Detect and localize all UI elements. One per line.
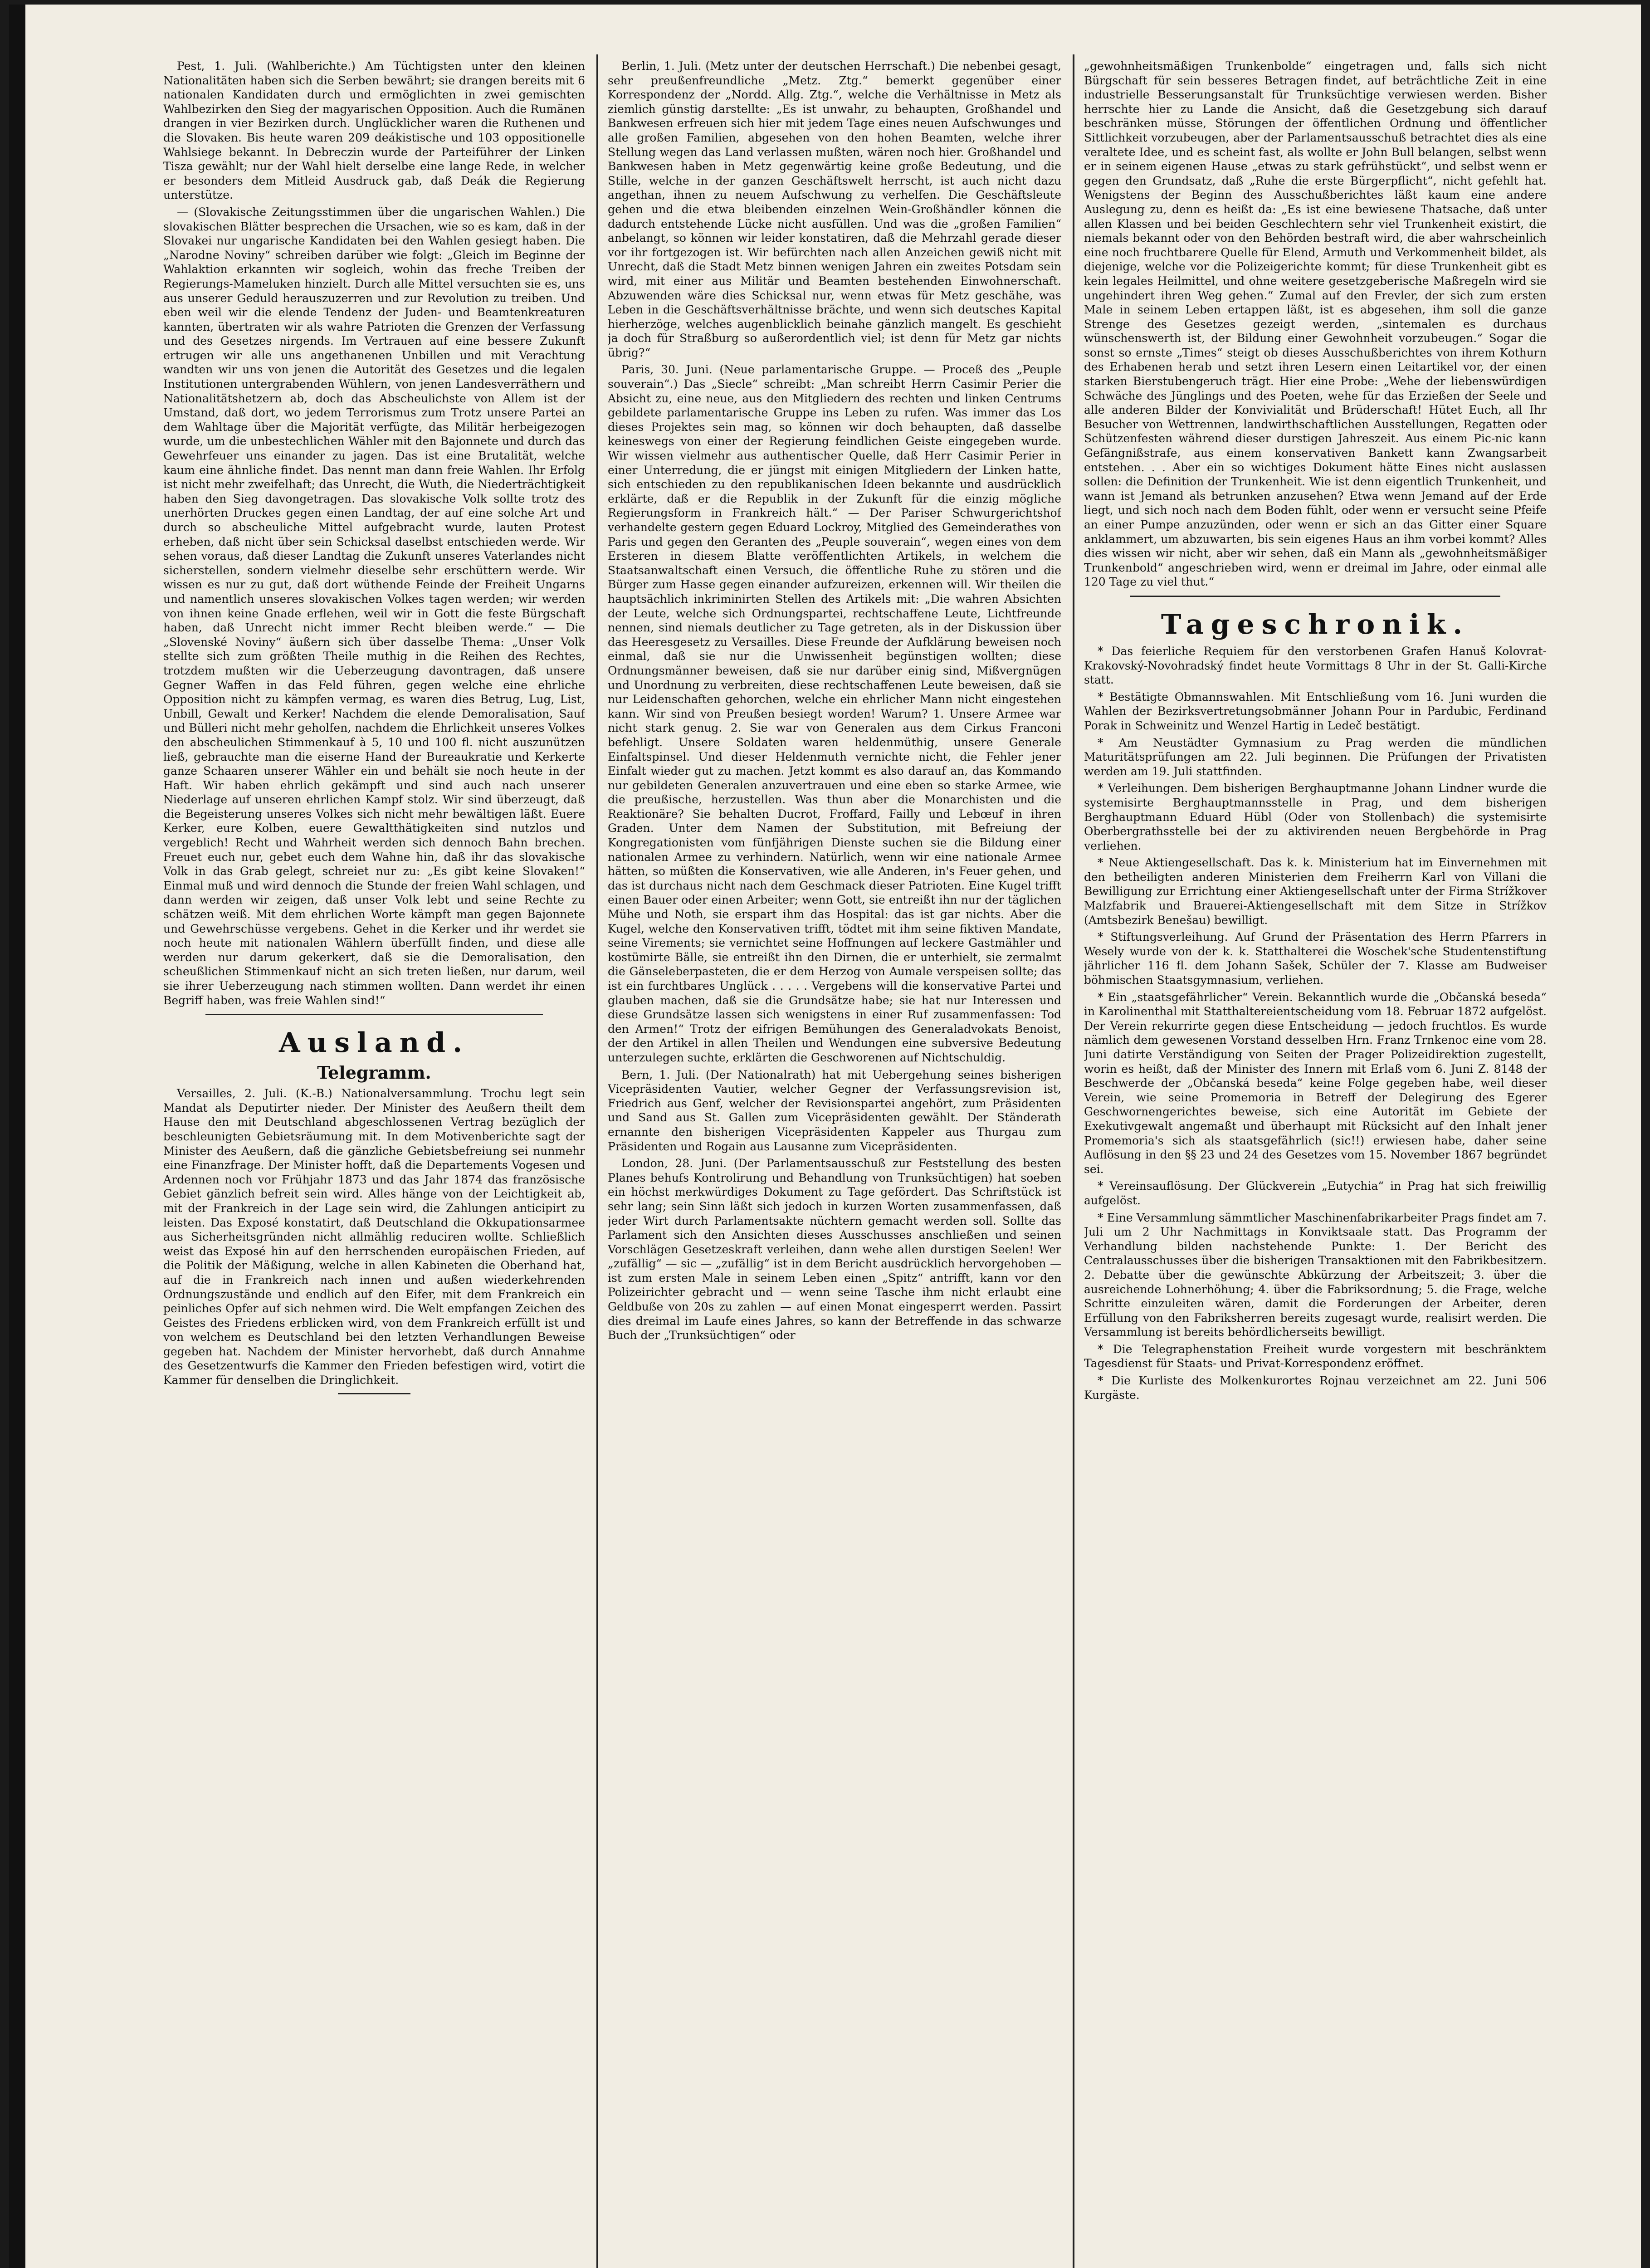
- article-versailles: Versailles, 2. Juli. (K.-B.) Nationalversammlung. Trochu legt sein Mandat als Deputirter nieder. Der Minister des Aeußern theilt dem Hause den mit Deutschland abgeschlossenen Vertrag bezüglich der beschleunigten Gebietsräumung mit. In dem Motivenberichte sagt der Minister des Aeußern, daß die gänzliche Gebietsbefreiung sei nunmehr eine Finanzfrage. Der Minister hofft, daß die Departements Vogesen und Ardennen noch vor Frühjahr 1873 und das Jahr 1874 das französische Gebiet gänzlich befreit sein wird. Alles hänge von der Leichtigkeit ab, mit der Frankreich in der Lage sein wird, die Zahlungen anticipirt zu leisten. Das Exposé konstatirt, daß Deutschland die Okkupationsarmee aus Sicherheitsgründen nicht allmählig reduciren wollte. Schließlich weist das Exposé hin auf den herrschenden europäischen Frieden, auf die Politik der Mäßigung, welche in allen Kabineten die Oberhand hat, auf die in Frankreich nach innen und außen wiederkehrenden Ordnungszustände und endlich auf den Eifer, mit dem Frankreich ein peinliches Opfer auf sich nehmen wird. Die Welt empfangen Zeichen des Geistes des Friedens erblicken wird, von dem Frankreich erfüllt ist und von welchem es Deutschland bei den letzten Verhandlungen Beweise gegeben hat. Nachdem der Minister hervorhebt, daß durch Annahme des Gesetzentwurfs die Kammer den Frieden befestigen wird, votirt die Kammer für denselben die Dringlichkeit.: [163, 1087, 585, 1387]
- news-item: * Am Neustädter Gymnasium zu Prag werden die mündlichen Maturitätsprüfungen am 22. Juli beginnen. Die Prüfungen der Privatisten werden am 19. Juli stattfinden.: [1084, 736, 1547, 778]
- news-item: * Eine Versammlung sämmtlicher Maschinenfabrikarbeiter Prags findet am 7. Juli um 2 Uhr Nachmittags in Konviktsaale statt. Das Programm der Verhandlung bilden nachstehende Punkte: 1. Der Bericht des Centralausschusses über die bisherigen Transaktionen mit den Fabrikbesitzern. 2. Debatte über die gewünschte Abkürzung der Arbeitszeit; 3. über die ausreichende Lohnerhöhung; 4. über die Fabriksordnung; 5. die Frage, welche Schritte einzuleiten wären, damit die Forderungen der Arbeiter, deren Erfüllung von den Fabriksherren bereits zugesagt wurde, realisirt werden. Die Versammlung ist bereits behördlicherseits bewilligt.: [1084, 1211, 1547, 1339]
- divider: [1130, 596, 1500, 597]
- article-bern: Bern, 1. Juli. (Der Nationalrath) hat mit Uebergehung seines bisherigen Vicepräsidenten Vautier, welcher Gegner der Verfassungsrevision ist, Friedrich aus Genf, welcher der Revisionspartei angehört, zum Präsidenten und Sand aus St. Gallen zum Vicepräsidenten gewählt. Der Ständerath ernannte den bisherigen Vicepräsidenten Kappeler aus Thurgau zum Präsidenten und Rogain aus Lausanne zum Vicepräsidenten.: [608, 1068, 1061, 1153]
- column-rule-2: [1073, 54, 1074, 2268]
- subheading-telegramm: Telegramm.: [317, 1062, 431, 1083]
- article-paris: Paris, 30. Juni. (Neue parlamentarische Gruppe. — Proceß des „Peuple souverain“.) Das „Siecle“ schreibt: „Man schreibt Herrn Casimir Perier die Absicht zu, eine neue, aus den Mitgliedern des rechten und linken Centrums gebildete parlamentarische Gruppe ins Leben zu rufen. Was immer das Los dieses Projektes sein mag, so können wir doch behaupten, daß dasselbe keineswegs von einer der Regierung feindlichen Geiste eingegeben wurde. Wir wissen vielmehr aus authentischer Quelle, daß Herr Casimir Perier in einer Unterredung, die er jüngst mit einigen Mitgliedern der Linken hatte, sich entschieden zu den republikanischen Ideen bekannte und ausdrücklich erklärte, daß er die Republik in der Zukunft für die einzig mögliche Regierungsform in Frankreich hält.“ — Der Pariser Schwurgerichtshof verhandelte gestern gegen Eduard Lockroy, Mitglied des Gemeinderathes von Paris und gegen den Geranten des „Peuple souverain“, wegen eines von dem Ersteren in diesem Blatte veröffentlichten Artikels, in welchem die Staatsanwaltschaft einen Versuch, die öffentliche Ruhe zu stören und die Bürger zum Hasse gegen einander aufzureizen, erkennen will. Wir theilen die hauptsächlich inkriminirten Stellen des Artikels mit: „Die wahren Absichten der Leute, welche sich Ordnungspartei, rechtschaffene Leute, Lichtfreunde nennen, sind niemals deutlicher zu Tage getreten, als in der Diskussion über das Heeresgesetz zu Versailles. Diese Freunde der Aufklärung beweisen noch einmal, daß sie nur die Unwissenheit begünstigen wollten; diese Ordnungsmänner beweisen, daß sie nur darüber einig sind, Mißvergnügen und Unordnung zu verbreiten, diese rechtschaffenen Leute beweisen, daß sie nur Leidenschaften gehorchen, welche ein ehrlicher Mann nicht eingestehen kann. Wir sind von Preußen besiegt worden! Warum? 1. Unsere Armee war nicht stark genug. 2. Sie war von Generalen aus dem Cirkus Franconi befehligt. Unsere Soldaten waren heldenmüthig, unsere Generale Einfaltspinsel. Und dieser Heldenmuth vernichte nicht, die Fehler jener Einfalt wieder gut zu machen. Jetzt kommt es also darauf an, das Kommando nur gebildeten Generalen anzuvertrauen und eine eben so starke Armee, wie die preußische, herzustellen. Was thun aber die Monarchisten und die Reaktionäre? Sie behalten Ducrot, Froffard, Failly und Lebœuf in ihren Graden. Unter dem Namen der Substitution, mit Befreiung der Kongregationisten vom fünfjährigen Dienste suchen sie die Bildung einer nationalen Armee zu verhindern. Natürlich, wenn wir eine nationale Armee hätten, so müßten die Konservativen, wie alle Anderen, in's Feuer gehen, und das ist durchaus nicht nach dem Geschmack dieser Patrioten. Eine Kugel trifft einen Bauer oder einen Arbeiter; wenn Gott, sie entreißt ihn nur der täglichen Mühe und Noth, sie erspart ihm das Hospital: das ist gar nichts. Aber die Kugel, welche den Konservativen trifft, tödtet mit ihm seine fiktiven Mandate, seine Virements; sie vernichtet seine Hoffnungen auf leckere Gastmähler und kostümirte Bälle, sie entreißt ihn den Dirnen, die er unterhielt, sie zermalmt die Gänseleberpasteten, die er dem Herzog von Aumale verspeisen sollte; das ist ein furchtbares Unglück . . . . . Vergebens will die konservative Partei und glauben machen, daß sie die Grundsätze habe; sie hat nur Interessen und diese Grundsätze lassen sich wenigstens in einer Ruf zusammenfassen: Tod den Armen!“ Trotz der eifrigen Bemühungen des Generaladvokats Benoist, der den Artikel in allen Theilen und Wendungen eine subversive Bedeutung unterzulegen suchte, erklärten die Geschworenen auf Nichtschuldig.: [608, 363, 1061, 1064]
- section-heading-ausland: Ausland.: [278, 1027, 470, 1059]
- news-item: * Ein „staatsgefährlicher“ Verein. Bekanntlich wurde die „Občanská beseda“ in Karolinenthal mit Statthaltereientscheidung vom 18. Februar 1872 aufgelöst. Der Verein rekurrirte gegen diese Entscheidung — jedoch fruchtlos. Es wurde nämlich dem gewesenen Vorstand desselben Hrn. Franz Trnkenoc eine vom 28. Juni datirte Verständigung von Seiten der Prager Polizeidirektion zugestellt, worin es heißt, daß der Minister des Innern mit Erlaß vom 6. Juni Z. 8148 der Beschwerde der „Občanská beseda“ keine Folge gegeben habe, weil dieser Verein, wie seine Promemoria in Betreff der Delegirung des Egerer Geschwornengerichtes beweise, sich eine Autorität im Gebiete der Exekutivgewalt angemaßt und überhaupt mit Rücksicht auf den Inhalt jener Promemoria's sich als staatsgefährlich (sic!!) erwiesen habe, daher seine Auflösung in den §§ 23 und 24 des Gesetzes vom 15. November 1867 begründet sei.: [1084, 990, 1547, 1176]
- article-london-continued: „gewohnheitsmäßigen Trunkenbolde“ eingetragen und, falls sich nicht Bürgschaft für sein besseres Betragen findet, auf beträchtliche Zeit in eine industrielle Besserungsanstalt für Trunksüchtige verwiesen werden. Bisher herrschte hier zu Lande die Ansicht, daß die Gesetzgebung sich darauf beschränken müsse, Störungen der öffentlichen Ordnung und öffentlicher Sittlichkeit vorzubeugen, aber der Parlamentsausschuß betrachtet dies als eine veraltete Idee, und es scheint fast, als wollte er John Bull belangen, selbst wenn er in seinem eigenen Hause „etwas zu stark gefrühstückt“, und selbst wenn er gegen den Grundsatz, daß „Ruhe die erste Bürgerpflicht“, nicht gefehlt hat. Wenigstens der Beginn des Ausschußberichtes läßt kaum eine andere Auslegung zu, denn es heißt da: „Es ist eine bewiesene Thatsache, daß unter allen Klassen und bei beiden Geschlechtern sehr viel Trunkenheit existirt, die niemals bekannt oder von den Behörden bestraft wird, die aber wahrscheinlich eine noch fruchtbarere Quelle für Elend, Armuth und Verkommenheit bildet, als diejenige, welche vor die Polizeigerichte kommt; für diese Trunkenheit gibt es kein legales Heilmittel, und ohne weitere gesetzgeberische Maßregeln wird sie ungehindert ihren Weg gehen.“ Zumal auf den Frevler, der sich zum ersten Male in seinem Leben ertappen läßt, ist es abgesehen, ihm soll die ganze Strenge des Gesetzes gezeigt werden, „sintemalen es durchaus wünschenswerth ist, der Bildung einer Gewohnheit vorzubeugen.“ Sogar die sonst so ernste „Times“ steigt ob dieses Ausschußberichtes von ihrem Kothurn des Erhabenen herab und setzt ihren Lesern einen Leitartikel vor, der einen starken Bierstubengeruch trägt. Hier eine Probe: „Wehe der liebenswürdigen Schwäche des Jünglings und des Poeten, wehe für das Erzießen der Seele und alle anderen Bilder der Konvivialität und Brüderschaft! Hütet Euch, all Ihr Besucher von Wettrennen, landwirthschaftlichen Ausstellungen, Regatten oder Schützenfesten während dieser durstigen Jahreszeit. Aus einem Pic-nic kann Gefängnißstrafe, aus einem konservativen Bankett kann Zwangsarbeit entstehen. . . Aber ein so wichtiges Dokument hätte Eines nicht auslassen sollen: die Definition der Trunkenheit. Wie ist denn eigentlich Trunkenheit, und wann ist Jemand als betrunken anzusehen? Etwa wenn Jemand auf der Erde liegt, und sich noch nach dem Boden fühlt, oder wenn er versucht seine Pfeife an einer Pumpe anzuzünden, oder wenn er sich an das Gitter einer Square anklammert, um abzuwarten, bis sein eigenes Haus an ihm vorbei kommt? Alles dies wissen wir nicht, aber wir sehen, daß ein Mann als „gewohnheitsmäßiger Trunkenbold“ angeschrieben wird, wenn er dreimal im Jahre, oder einmal alle 120 Tage zu viel thut.“: [1084, 59, 1547, 589]
- column-3: [1084, 59, 1547, 2268]
- news-item: * Vereinsauflösung. Der Glückverein „Eutychia“ in Prag hat sich freiwillig aufgelöst.: [1084, 1179, 1547, 1207]
- article-berlin: Berlin, 1. Juli. (Metz unter der deutschen Herrschaft.) Die nebenbei gesagt, sehr preußenfreundliche „Metz. Ztg.“ bemerkt gegenüber einer Korrespondenz der „Nordd. Allg. Ztg.“, welche die Verhältnisse in Metz als ziemlich günstig darstellte: „Es ist unwahr, zu behaupten, Großhandel und Bankwesen erfreuen sich hier mit jedem Tage eines neuen Aufschwunges und alle großen Familien, abgesehen von den hohen Beamten, welche ihrer Stellung wegen das Land verlassen mußten, wären noch hier. Großhandel und Bankwesen haben in Metz gegenwärtig keine große Bedeutung, und die Stille, welche in der ganzen Geschäftswelt herrscht, ist auch nicht dazu angethan, ihnen zu neuem Aufschwung zu verhelfen. Die Geschäftsleute gehen und die etwa bleibenden einzelnen Wein-Großhändler können die dadurch entstehende Lücke nicht ausfüllen. Und was die „großen Familien“ anbelangt, so können wir leider konstatiren, daß die Mehrzahl gerade dieser vor ihr fortgezogen ist. Wir befürchten nach allen Anzeichen gewiß nicht mit Unrecht, daß die Stadt Metz binnen wenigen Jahren ein zweites Potsdam sein wird, mit einer aus Militär und Beamten bestehenden Einwohnerschaft. Abzuwenden wäre dies Schicksal nur, wenn etwas für Metz geschähe, was Leben in die Geschäftsverhältnisse brächte, und wenn sich deutsches Kapital hierherzöge, welches augenblicklich beinahe gänzlich mangelt. Es geschieht ja doch für Straßburg so außerordentlich viel; ist denn für Metz gar nichts übrig?“: [608, 59, 1061, 359]
- article-pest: Pest, 1. Juli. (Wahlberichte.) Am Tüchtigsten unter den kleinen Nationalitäten haben sich die Serben bewährt; sie drangen bereits mit 6 nationalen Kandidaten durch und ermöglichten in zwei gemischten Wahlbezirken den Sieg der magyarischen Opposition. Auch die Rumänen drangen in vier Bezirken durch. Unglücklicher waren die Ruthenen und die Slovaken. Bis heute waren 209 deákistische und 103 oppositionelle Wahlsiege bekannt. In Debreczin wurde der Parteiführer der Linken Tisza gewählt; nur der Wahl hielt derselbe eine lange Rede, in welcher er besonders dem Mitleid Ausdruck gab, daß Deák die Regierung unterstütze.: [163, 59, 585, 202]
- article-slovak-press: — (Slovakische Zeitungsstimmen über die ungarischen Wahlen.) Die slovakischen Blätter besprechen die Ursachen, wie so es kam, daß in der Slovakei nur ungarische Kandidaten bei den Wahlen gesiegt haben. Die „Narodne Noviny“ schreiben darüber wie folgt: „Gleich im Beginne der Wahlaktion erkannten wir sogleich, wohin das freche Treiben der Regierungs-Mameluken hinzielt. Durch alle Mittel versuchten sie es, uns aus unserer Geduld herauszuzerren und zur Revolution zu treiben. Und eben weil wir die elende Tendenz der Juden- und Beamtenkreaturen kannten, übertraten wir als wahre Patrioten die Grenzen der Verfassung und des Gesetzes nirgends. Im Vertrauen auf eine bessere Zukunft ertrugen wir alle uns angethanenen Unbillen und mit Verachtung wandten wir uns von jenen die Autorität des Gesetzes und die legalen Institutionen untergrabenden Wühlern, von jenen Landesverräthern und Nationalitätshetzern ab, doch das Abscheulichste von Allem ist der Umstand, daß dort, wo jedem Terrorismus zum Trotz unsere Partei an dem Wahltage über die Majorität verfügte, das Militär herbeigezogen wurde, um die unbestechlichen Wähler mit den Bajonnete und durch das Gewehrfeuer uns einander zu jagen. Das ist eine Brutalität, welche kaum eine ähnliche findet. Das nennt man dann freie Wahlen. Ihr Erfolg ist nicht mehr zweifelhaft; das Unrecht, die Wuth, die Niederträchtigkeit haben den Sieg davongetragen. Das slovakische Volk sollte trotz des unerhörten Druckes gegen einen Landtag, der auf eine solche Art und durch so abscheuliche Mittel aufgebracht wurde, lauten Protest erheben, daß nicht über sein Schicksal daselbst entschieden werde. Wir sehen voraus, daß dieser Landtag die Zukunft unseres Vaterlandes nicht sicherstellen, sondern vielmehr dieselbe sehr erschüttern werde. Wir wissen es nur zu gut, daß dort wüthende Feinde der Freiheit Ungarns und namentlich unseres slovakischen Volkes tagen werden; wir werden von ihnen keine Gnade erflehen, weil wir in Gott die feste Bürgschaft haben, daß Unrecht nicht immer Recht bleiben werde.“ — Die „Slovenské Noviny“ äußern sich über dasselbe Thema: „Unser Volk stellte sich zum größten Theile muthig in die Reihen des Rechtes, trotzdem mußten wir die Ueberzeugung davontragen, daß unsere Gegner Waffen in das Feld führen, gegen welche eine ehrliche Opposition nicht zu kämpfen vermag, es waren dies Betrug, Lug, List, Unbill, Gewalt und Kerker! Nachdem die elende Demoralisation, Sauf und Bülleri nicht mehr geholfen, nachdem die Ehrlichkeit unseres Volkes den abscheulichen Stimmenkauf à 5, 10 und 100 fl. nicht auszunützen ließ, gebrauchte man die eiserne Hand der Bureaukratie und Kerkerte ganze Schaaren unserer Wähler ein und behält sie noch heute in der Haft. Wir haben ehrlich gekämpft und sind auch nach unserer Niederlage auf unseren ehrlichen Kampf stolz. Wir sind überzeugt, daß die Begeisterung unseres Volkes sich nicht mehr bewältigen läßt. Euere Kerker, eure Kolben, euere Gewaltthätigkeiten sind nutzlos und vergeblich! Recht und Wahrheit werden sich dennoch Bahn brechen. Freuet euch nur, gebet euch dem Wahne hin, daß ihr das slovakische Volk in das Grab gelegt, schreiet nur zu: „Es gibt keine Slovaken!“ Einmal muß und wird dennoch die Stunde der freien Wahl schlagen, und dann werden wir zeigen, daß unser Volk lebt und seine Rechte zu schätzen weiß. Mit dem ehrlichen Worte kämpft man gegen Bajonnete und Gewehrschüsse vergebens. Gehet in die Kerker und ihr werdet sie noch heute mit nationalen Wählern überfüllt finden, und diese alle werden nur darum gekerkert, daß sie die Demoralisation, den scheußlichen Stimmenkauf nicht an sich treten ließen, nur darum, weil sie ihrer Ueberzeugung nach stimmen wollten. Dann werdet ihr einen Begriff haben, was freie Wahlen sind!“: [163, 205, 585, 1007]
- newspaper-page: [9, 5, 1641, 2268]
- news-item: * Verleihungen. Dem bisherigen Berghauptmanne Johann Lindner wurde die systemisirte Berghauptmannsstelle in Prag, und dem bisherigen Berghauptmann Eduard Hübl (Oder von Stollenbach) die systemisirte Oberbergrathsstelle bei der zu aktivirenden neuen Bergbehörde in Prag verliehen.: [1084, 782, 1547, 852]
- news-item: * Bestätigte Obmannswahlen. Mit Entschließung vom 16. Juni wurden die Wahlen der Bezirksvertretungsobmänner Johann Pour in Pardubic, Ferdinand Porak in Schweinitz und Wenzel Hartig in Ledeč bestätigt.: [1084, 690, 1547, 732]
- column-2: [608, 59, 1061, 2268]
- scan-border-left: [9, 5, 25, 2268]
- divider: [338, 1393, 410, 1394]
- news-item: * Die Telegraphenstation Freiheit wurde vorgestern mit beschränktem Tagesdienst für Staats- und Privat-Korrespondenz eröffnet.: [1084, 1342, 1547, 1370]
- news-item: * Stiftungsverleihung. Auf Grund der Präsentation des Herrn Pfarrers in Wesely wurde von der k. k. Statthalterei die Woschek'sche Studentenstiftung jährlicher 116 fl. dem Johann Sašek, Schüler der 7. Klasse am Budweiser böhmischen Staatsgymnasium, verliehen.: [1084, 930, 1547, 987]
- divider: [205, 1014, 543, 1015]
- column-1: [163, 59, 585, 2268]
- news-item: * Das feierliche Requiem für den verstorbenen Grafen Hanuš Kolovrat-Krakovský-Novohradský findet heute Vormittags 8 Uhr in der St. Galli-Kirche statt.: [1084, 644, 1547, 687]
- news-item: * Neue Aktiengesellschaft. Das k. k. Ministerium hat im Einvernehmen mit den betheiligten anderen Ministerien dem Freiherrn Karl von Villani die Bewilligung zur Errichtung einer Aktiengesellschaft unter der Firma Strížkover Malzfabrik und Brauerei-Aktiengesellschaft mit dem Sitze in Strížkov (Amtsbezirk Benešau) bewilligt.: [1084, 856, 1547, 927]
- column-rule-1: [596, 54, 598, 2268]
- news-item: * Die Kurliste des Molkenkurortes Rojnau verzeichnet am 22. Juni 506 Kurgäste.: [1084, 1374, 1547, 1402]
- article-london: London, 28. Juni. (Der Parlamentsausschuß zur Feststellung des besten Planes behufs Kontrolirung und Behandlung von Trunksüchtigen) hat soeben ein höchst merkwürdiges Dokument zu Tage gefördert. Das Schriftstück ist sehr lang; sein Sinn läßt sich jedoch in kurzen Worten zusammenfassen, daß jeder Wirt durch Parlamentsakte nüchtern gemacht werden soll. Sollte das Parlament sich den Ansichten dieses Ausschusses anschließen und seinen Vorschlägen Gesetzeskraft verleihen, dann wehe allen durstigen Seelen! Wer „zufällig“ — sic — „zufällig“ ist in dem Bericht ausdrücklich hervorgehoben — ist zum ersten Male in seinem Leben einen „Spitz“ antrifft, kann vor den Polizeirichter gebracht und — wenn seine Tasche ihm nicht erlaubt eine Geldbuße von 20s zu zahlen — auf einen Monat eingesperrt werden. Passirt dies dreimal im Laufe eines Jahres, so kann der Betreffende in das schwarze Buch der „Trunksüchtigen“ oder: [608, 1157, 1061, 1342]
- section-heading-tageschronik: Tageschronik.: [1161, 608, 1470, 640]
